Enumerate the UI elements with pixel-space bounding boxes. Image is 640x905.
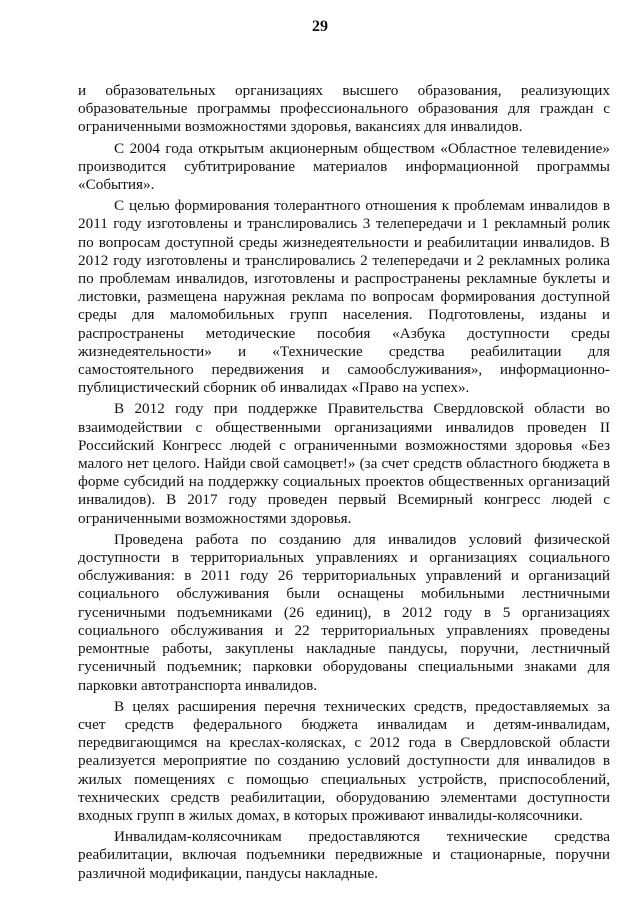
paragraph-1: и образовательных организациях высшего образования, реализующих образовательные программы профессионального образования для граждан с ограниченными возможностями здоровья, вакансиях для инвалидов. xyxy=(78,82,610,136)
paragraph-2: С 2004 года открытым акционерным обществом «Областное телевидение» производится субтитрирование материалов информационной программы «События». xyxy=(78,139,610,194)
document-body xyxy=(78,82,610,883)
paragraph-4: В 2012 году при поддержке Правительства Свердловской области во взаимодействии с общественными организациями инвалидов проведен II Российский Конгресс людей с ограниченными возможностями здоровья «Без малого нет целого. Найди свой самоцвет!» (за счет средств областного бюджета в форме субсидий на поддержку социальных проектов общественных организаций инвалидов). В 2017 году проведен первый Всемирный конгресс людей с ограниченными возможностями здоровья. xyxy=(78,400,610,527)
paragraph-6: В целях расширения перечня технических средств, предоставляемых за счет средств федерального бюджета инвалидам и детям-инвалидам, передвигающимся на креслах-колясках, с 2012 года в Свердловской области реализуется мероприятие по созданию условий доступности для инвалидов в жилых помещениях с помощью специальных устройств, приспособлений, технических средств реабилитации, оборудованию элементами доступности входных групп в жилых домах, в которых проживают инвалиды-колясочники. xyxy=(78,697,610,824)
paragraph-3: С целью формирования толерантного отношения к проблемам инвалидов в 2011 году изготовлены и транслировались 3 телепередачи и 1 рекламный ролик по вопросам доступной среды жизнедеятельности и реабилитации инвалидов. В 2012 году изготовлены и транслировались 2 телепередачи и 2 рекламных ролика по проблемам инвалидов, изготовлены и распространены рекламные буклеты и листовки, размещена наружная реклама по вопросам формирования доступной среды для маломобильных групп населения. Подготовлены, изданы и распространены методические пособия «Азбука доступности среды жизнедеятельности» и «Технические средства реабилитации для самостоятельного передвижения и самообслуживания», информационно-публицистический сборник об инвалидах «Право на успех». xyxy=(78,197,610,397)
paragraph-7: Инвалидам-колясочникам предоставляются технические средства реабилитации, включая подъемники передвижные и стационарные, поручни различной модификации, пандусы накладные. xyxy=(78,828,610,882)
page-number: 29 xyxy=(312,18,328,35)
paragraph-5: Проведена работа по созданию для инвалидов условий физической доступности в территориальных управлениях и организациях социального обслуживания: в 2011 году 26 территориальных управлений и организаций социального обслуживания были оснащены мобильными лестничными гусеничными подъемниками (26 единиц), в 2012 году в 5 организациях социального обслуживания и 22 территориальных управлениях проведены ремонтные работы, закуплены накладные пандусы, поручни, лестничный гусеничный подъемник; парковки оборудованы специальными знаками для парковки автотранспорта инвалидов. xyxy=(78,530,610,694)
